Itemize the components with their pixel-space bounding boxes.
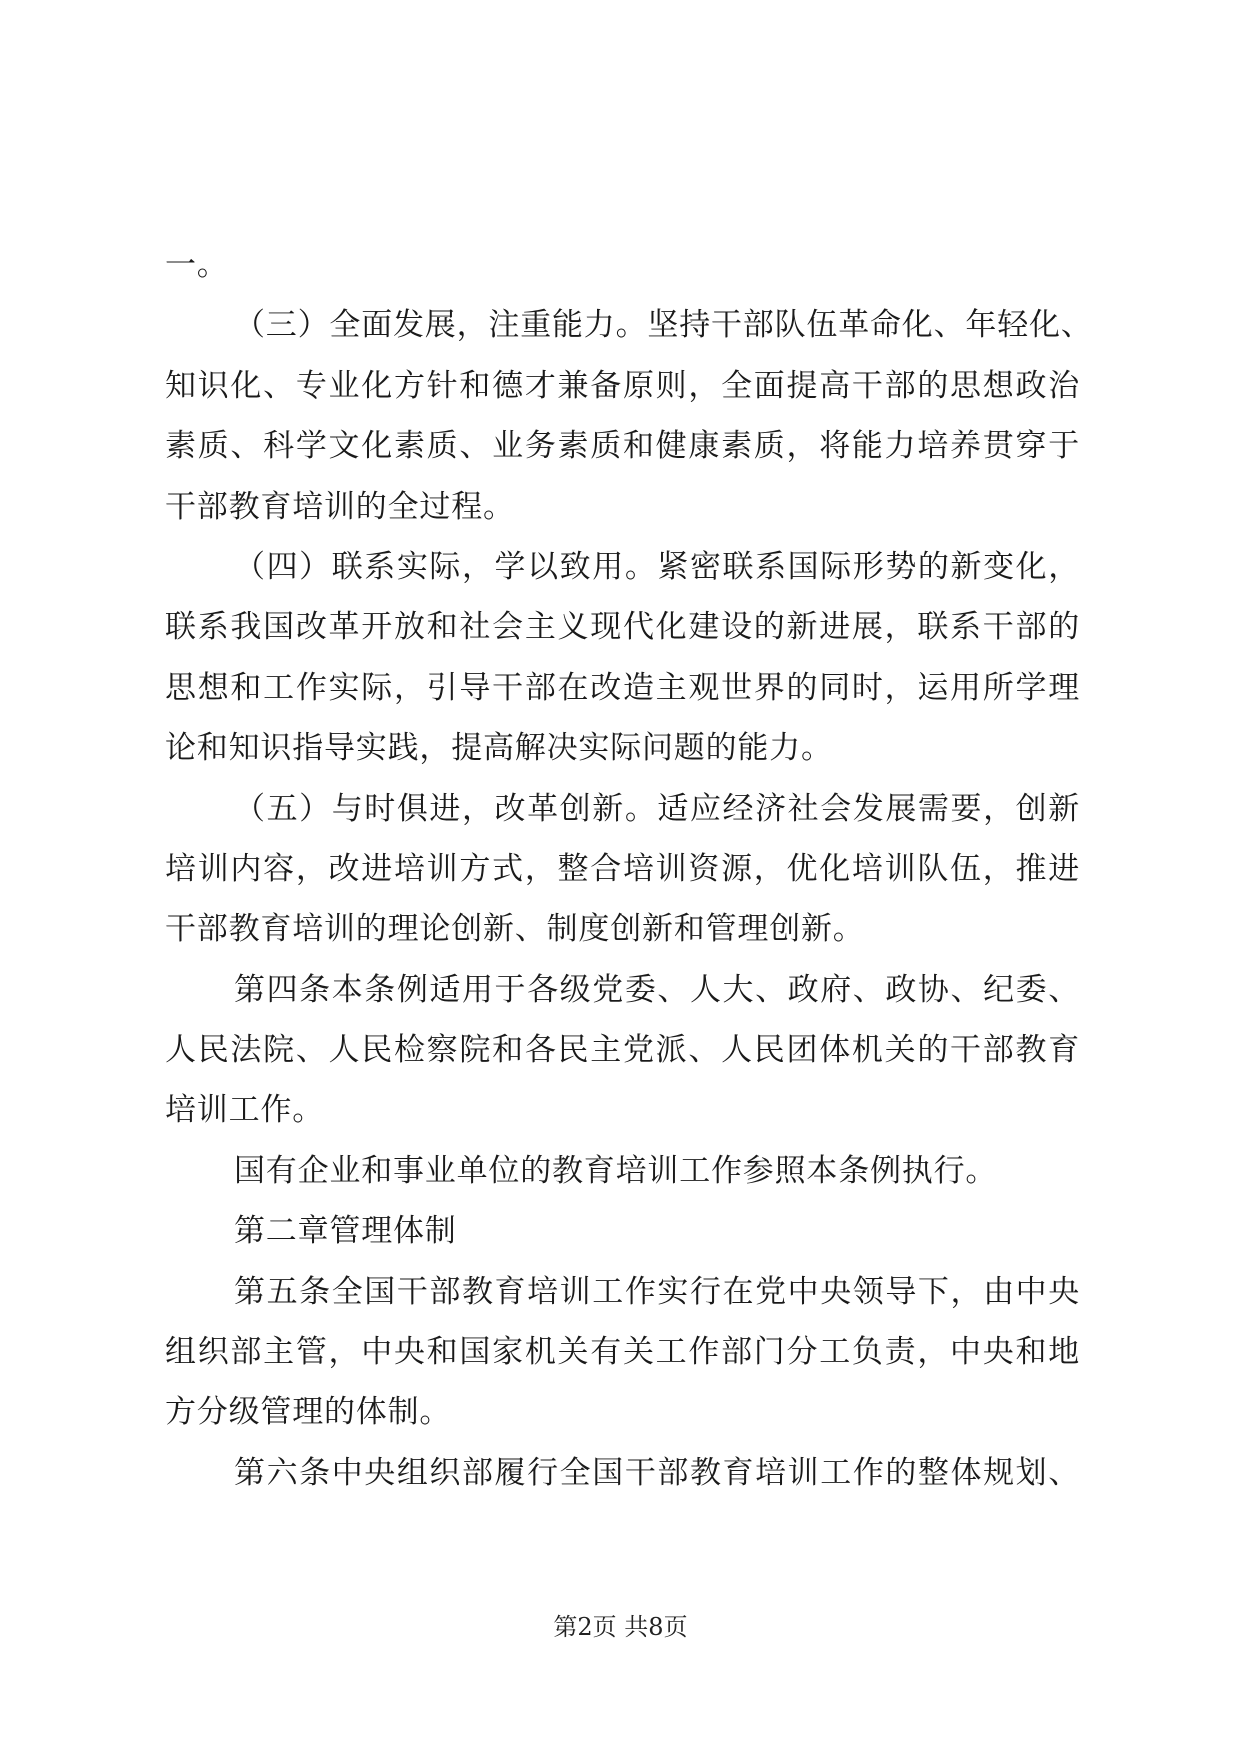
paragraph-heading-4: （四）联系实际，学以致用。紧密联系国际形势的新变化， bbox=[234, 548, 1080, 585]
page-number-footer: 第2页 共8页 bbox=[553, 1613, 688, 1641]
article-4: 第四条本条例适用于各级党委、人大、政府、政协、纪委、 bbox=[234, 971, 1080, 1008]
text-line: 培训工作。 bbox=[165, 1092, 324, 1129]
text-line: 干部教育培训的理论创新、制度创新和管理创新。 bbox=[165, 911, 865, 948]
paragraph-heading-5: （五）与时俱进，改革创新。适应经济社会发展需要，创新 bbox=[234, 790, 1080, 827]
text-line: 素质、科学文化素质、业务素质和健康素质，将能力培养贯穿于 bbox=[165, 428, 1080, 465]
article-5: 第五条全国干部教育培训工作实行在党中央领导下，由中央 bbox=[234, 1273, 1080, 1310]
text-line: 培训内容，改进培训方式，整合培训资源，优化培训队伍，推进 bbox=[165, 850, 1080, 887]
chapter-heading: 第二章管理体制 bbox=[234, 1213, 457, 1250]
text-line: 一。 bbox=[165, 247, 229, 283]
text-line: 联系我国改革开放和社会主义现代化建设的新进展，联系干部的 bbox=[165, 609, 1080, 646]
text-line: 思想和工作实际，引导干部在改造主观世界的同时，运用所学理 bbox=[165, 669, 1080, 706]
body-text bbox=[165, 235, 1093, 1503]
text-line: 干部教育培训的全过程。 bbox=[165, 488, 515, 525]
text-line: 组织部主管，中央和国家机关有关工作部门分工负责，中央和地 bbox=[165, 1334, 1080, 1371]
text-line: 论和知识指导实践，提高解决实际问题的能力。 bbox=[165, 730, 833, 767]
text-line: 国有企业和事业单位的教育培训工作参照本条例执行。 bbox=[234, 1152, 998, 1189]
paragraph-heading-3: （三）全面发展，注重能力。坚持干部队伍革命化、年轻化、 bbox=[234, 307, 1093, 344]
text-line: 人民法院、人民检察院和各民主党派、人民团体机关的干部教育 bbox=[165, 1032, 1080, 1069]
article-6: 第六条中央组织部履行全国干部教育培训工作的整体规划、 bbox=[234, 1454, 1080, 1491]
text-line: 知识化、专业化方针和德才兼备原则，全面提高干部的思想政治 bbox=[165, 367, 1080, 404]
text-line: 方分级管理的体制。 bbox=[165, 1394, 452, 1431]
